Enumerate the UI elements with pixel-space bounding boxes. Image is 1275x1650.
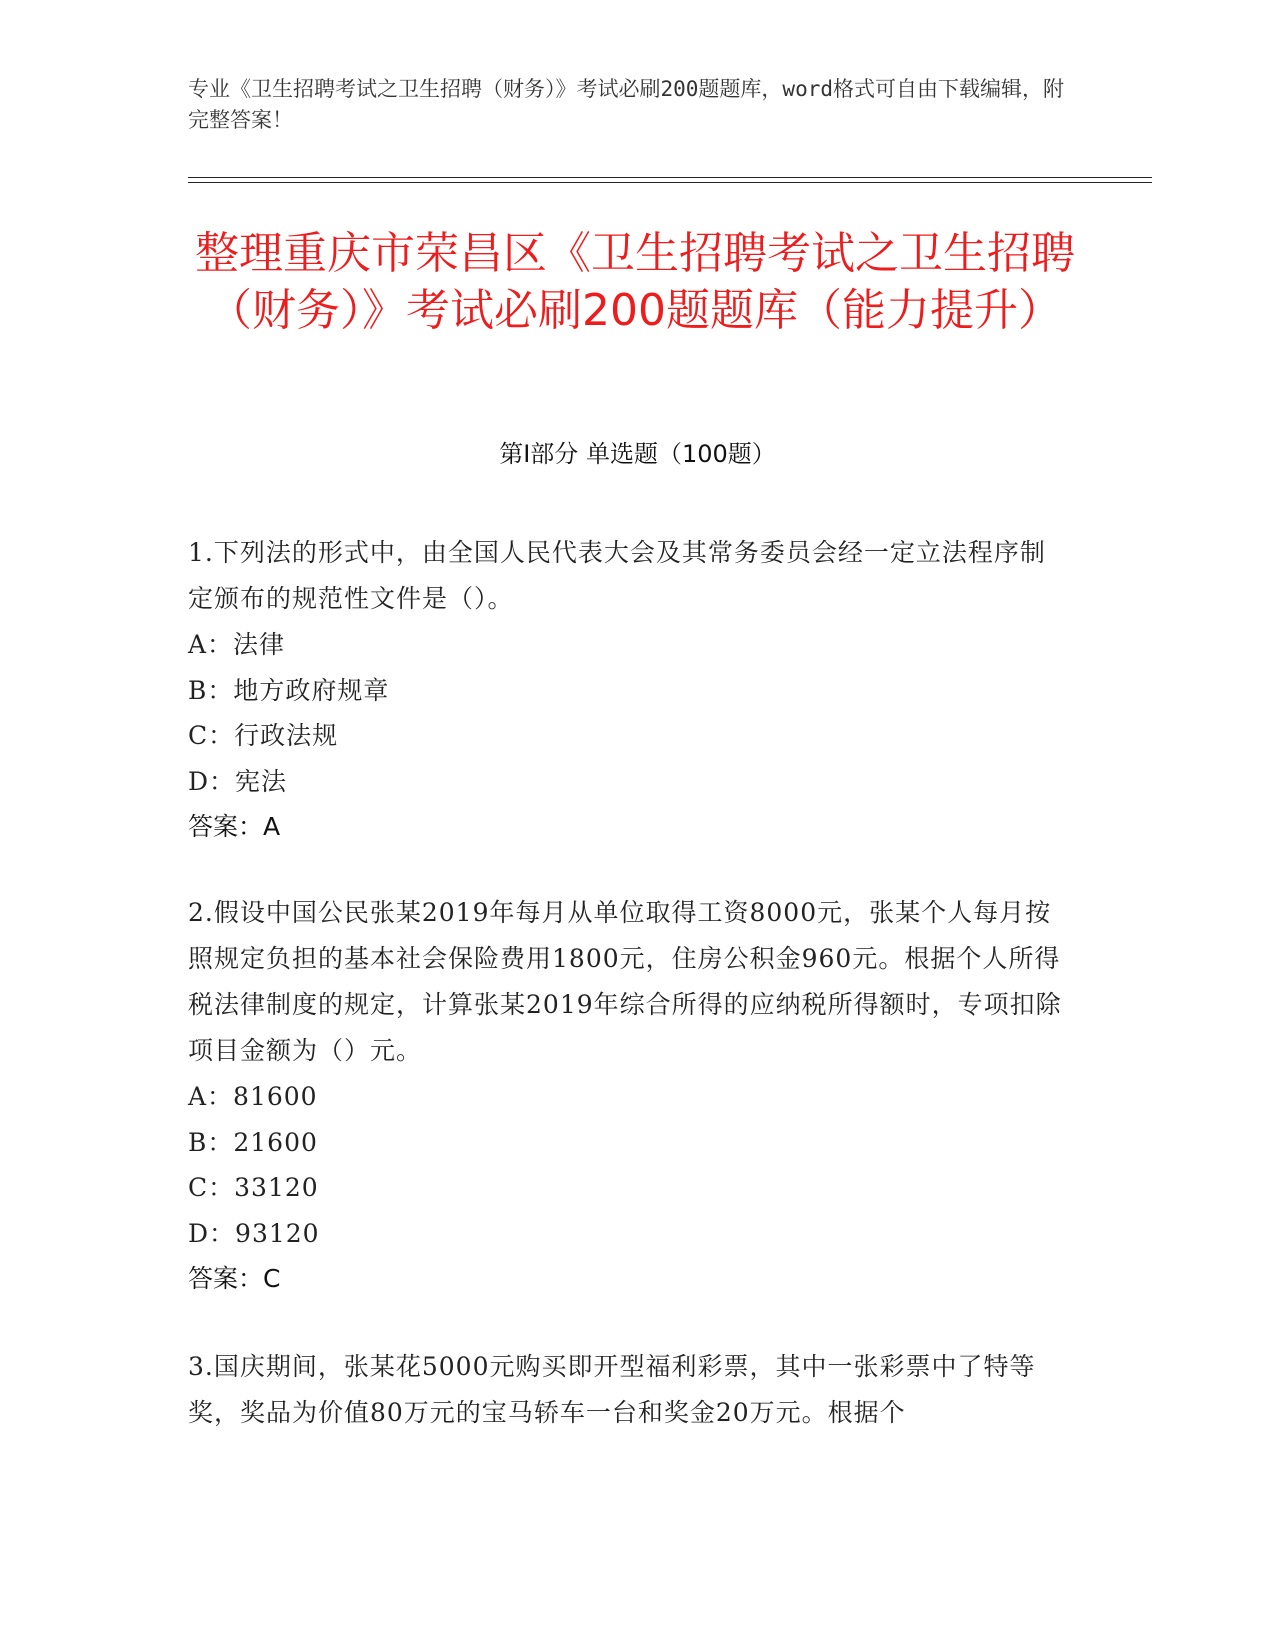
section-heading: 第Ⅰ部分 单选题（100题） [499, 440, 776, 468]
option-a: A：81600 [188, 1082, 318, 1111]
question-stem: 3.国庆期间，张某花5000元购买即开型福利彩票，其中一张彩票中了特等奖，奖品为价值80万元的宝马轿车一台和奖金20万元。根据个 [188, 1352, 1036, 1427]
header-note: 专业《卫生招聘考试之卫生招聘（财务）》考试必刷200题题库，word格式可自由下载编辑，附完整答案！ [188, 77, 1064, 132]
answer-line: 答案：A [188, 812, 281, 841]
option-list [188, 622, 1068, 804]
question-stem: 2.假设中国公民张某2019年每月从单位取得工资8000元，张某个人每月按照规定负担的基本社会保险费用1800元，住房公积金960元。根据个人所得税法律制度的规定，计算张某2019年综合所得的应纳税所得额时，专项扣除项目金额为（）元。 [188, 898, 1062, 1065]
answer-line: 答案：C [188, 1264, 281, 1293]
header-divider-bottom [188, 182, 1152, 183]
option-list [188, 1074, 1068, 1256]
question-2 [188, 890, 1068, 1302]
header-divider-top [188, 177, 1152, 178]
question-1 [188, 530, 1068, 850]
document-title: 整理重庆市荣昌区《卫生招聘考试之卫生招聘（财务）》考试必刷200题题库（能力提升） [195, 228, 1075, 336]
option-d: D：宪法 [188, 766, 288, 796]
option-b: B：21600 [188, 1127, 318, 1157]
option-c: C：行政法规 [188, 721, 339, 750]
option-a: A：法律 [188, 630, 286, 659]
option-b: B：地方政府规章 [188, 675, 390, 705]
question-3 [188, 1344, 1068, 1436]
question-stem: 1.下列法的形式中，由全国人民代表大会及其常务委员会经一定立法程序制定颁布的规范性文件是（）。 [188, 538, 1046, 613]
option-c: C：33120 [188, 1173, 319, 1202]
option-d: D：93120 [188, 1218, 320, 1248]
